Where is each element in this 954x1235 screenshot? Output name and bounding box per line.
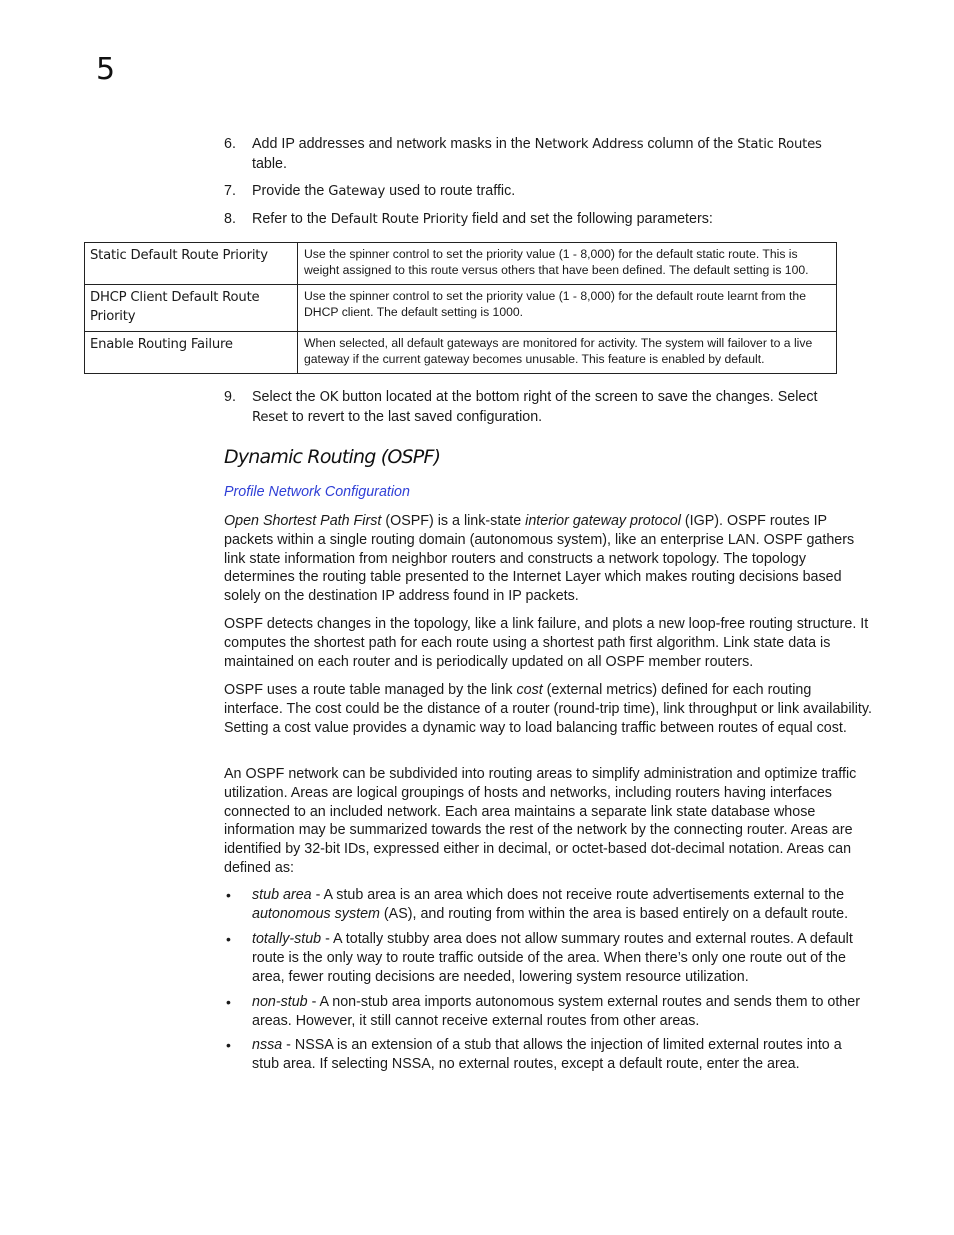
list-item <box>224 886 872 924</box>
step-number: 9. <box>224 389 236 405</box>
ui-term-gateway: Gateway <box>328 184 386 199</box>
text-run: (IGP). OSPF routes IP packets within a single routing domain (autonomous system), like an enterprise LAN. OSPF gathers link state information from neighbor routers and constructs a network topology. The topology determines the routing table presented to the Internet Layer which makes routing decisions based solely on the destination IP address found in IP packets. <box>224 513 855 605</box>
text-run: nssa <box>252 1037 283 1053</box>
text-run: - NSSA is an extension of a stub that allows the injection of limited external routes into a stub area. If selecting NSSA, no external routes, except a default route, enter the area. <box>252 1037 842 1072</box>
text-run: column of the <box>643 136 738 152</box>
text-run: Provide the <box>252 183 329 199</box>
paragraph-ospf-topology: OSPF detects changes in the topology, like a link failure, and plots a new loop-free routing structure. It computes the shortest path for each route using a shortest path first algorithm. Link state data is maintained on each router and is periodically updated on all OSPF member routers. <box>224 616 869 670</box>
text-run: OSPF uses a route table managed by the link <box>224 682 517 698</box>
step-text <box>252 388 864 428</box>
step-text <box>252 182 864 202</box>
text-run: Add IP addresses and network masks in the <box>252 136 535 152</box>
parameter-description: When selected, all default gateways are monitored for activity. The system will failover to a live gateway if the current gateway becomes unusable. This feature is enabled by default. <box>298 332 837 374</box>
text-run: (AS), and routing from within the area is based entirely on a default route. <box>379 905 849 922</box>
text-run: - A non-stub area imports autonomous system external routes and sends them to other areas. However, it still cannot receive external routes from other areas. <box>252 994 860 1029</box>
section-title: Dynamic Routing (OSPF) <box>224 446 441 468</box>
paragraph-ospf-cost <box>224 681 872 737</box>
text-run: autonomous system <box>252 905 380 922</box>
table-row <box>85 243 837 285</box>
text-run: totally-stub <box>252 931 322 947</box>
parameter-name: Enable Routing Failure <box>85 332 298 374</box>
paragraph-ospf-intro <box>224 512 872 606</box>
list-item <box>224 1036 872 1074</box>
chapter-number: 5 <box>96 52 116 87</box>
cross-reference-link[interactable]: Profile Network Configuration <box>224 484 410 500</box>
table-row <box>85 332 837 374</box>
list-item <box>224 993 872 1031</box>
ui-term-ok: OK <box>319 390 339 405</box>
parameter-description: Use the spinner control to set the priority value (1 - 8,000) for the default route learnt from the DHCP client. The default setting is 1000. <box>298 285 837 332</box>
bullet-symbol: • <box>226 994 231 1010</box>
step-8 <box>224 210 864 230</box>
parameter-name: DHCP Client Default Route Priority <box>85 285 298 332</box>
text-run: (external metrics) defined for each routing interface. The cost could be the distance of a router (round-trip time), link throughput or link availability. Setting a cost value provides a dynamic way to load balancing traffic between routes of equal cost. <box>224 682 872 736</box>
list-item-text <box>252 993 872 1031</box>
paragraph-ospf-areas: An OSPF network can be subdivided into routing areas to simplify administration and optimize traffic utilization. Areas are logical groupings of hosts and networks, including routers having interfaces connected to an included network. Each area maintains a separate link state database whose information may be summarized towards the rest of the network by the connecting router. Areas are identified by 32-bit IDs, expressed either in decimal, or octet-based dot-decimal notation. Areas can defined as: <box>224 766 857 876</box>
text-run: Refer to the <box>252 211 331 227</box>
table-row <box>85 285 837 332</box>
step-number: 7. <box>224 183 236 199</box>
list-item <box>224 930 872 986</box>
ui-term-static-routes: Static Routes <box>737 137 822 152</box>
step-text <box>252 135 864 174</box>
parameter-table <box>84 242 837 374</box>
text-run: to revert to the last saved configuration. <box>287 408 543 425</box>
bullet-symbol: • <box>226 1037 231 1053</box>
text-run: table. <box>252 155 287 172</box>
ui-term-reset: Reset <box>252 409 288 425</box>
step-6 <box>224 135 864 174</box>
list-item-text <box>252 1036 872 1074</box>
parameter-name: Static Default Route Priority <box>85 243 298 285</box>
step-7 <box>224 182 864 202</box>
text-run: cost <box>516 682 543 698</box>
step-number: 6. <box>224 136 236 152</box>
bullet-symbol: • <box>226 887 231 903</box>
bullet-symbol: • <box>226 931 231 947</box>
text-run: button located at the bottom right of the screen to save the changes. Select <box>338 389 818 405</box>
text-run: Open Shortest Path First <box>224 513 382 529</box>
text-run: used to route traffic. <box>385 183 516 199</box>
step-number: 8. <box>224 211 236 227</box>
text-run: field and set the following parameters: <box>468 211 713 227</box>
text-run: interior gateway protocol <box>525 513 681 529</box>
text-run: non-stub <box>252 994 308 1010</box>
text-run: Select the <box>252 389 320 405</box>
step-9 <box>224 388 864 428</box>
text-run: stub area <box>252 887 312 903</box>
ui-term-network-address: Network Address <box>534 137 644 152</box>
text-run: - A totally stubby area does not allow summary routes and external routes. A default route is the only way to route traffic outside of the area. When there’s only one route out of the area, fewer routing decisions are needed, lowering system resource utilization. <box>252 931 853 985</box>
ui-term-default-route-priority: Default Route Priority <box>330 212 469 227</box>
text-run: - A stub area is an area which does not receive route advertisements external to the <box>311 887 845 903</box>
step-text <box>252 210 864 230</box>
list-item-text <box>252 930 872 986</box>
list-item-text <box>252 886 872 924</box>
parameter-description: Use the spinner control to set the priority value (1 - 8,000) for the default static route. This is weight assigned to this route versus others that have been defined. The default setting is 100. <box>298 243 837 285</box>
text-run: (OSPF) is a link-state <box>381 513 526 529</box>
